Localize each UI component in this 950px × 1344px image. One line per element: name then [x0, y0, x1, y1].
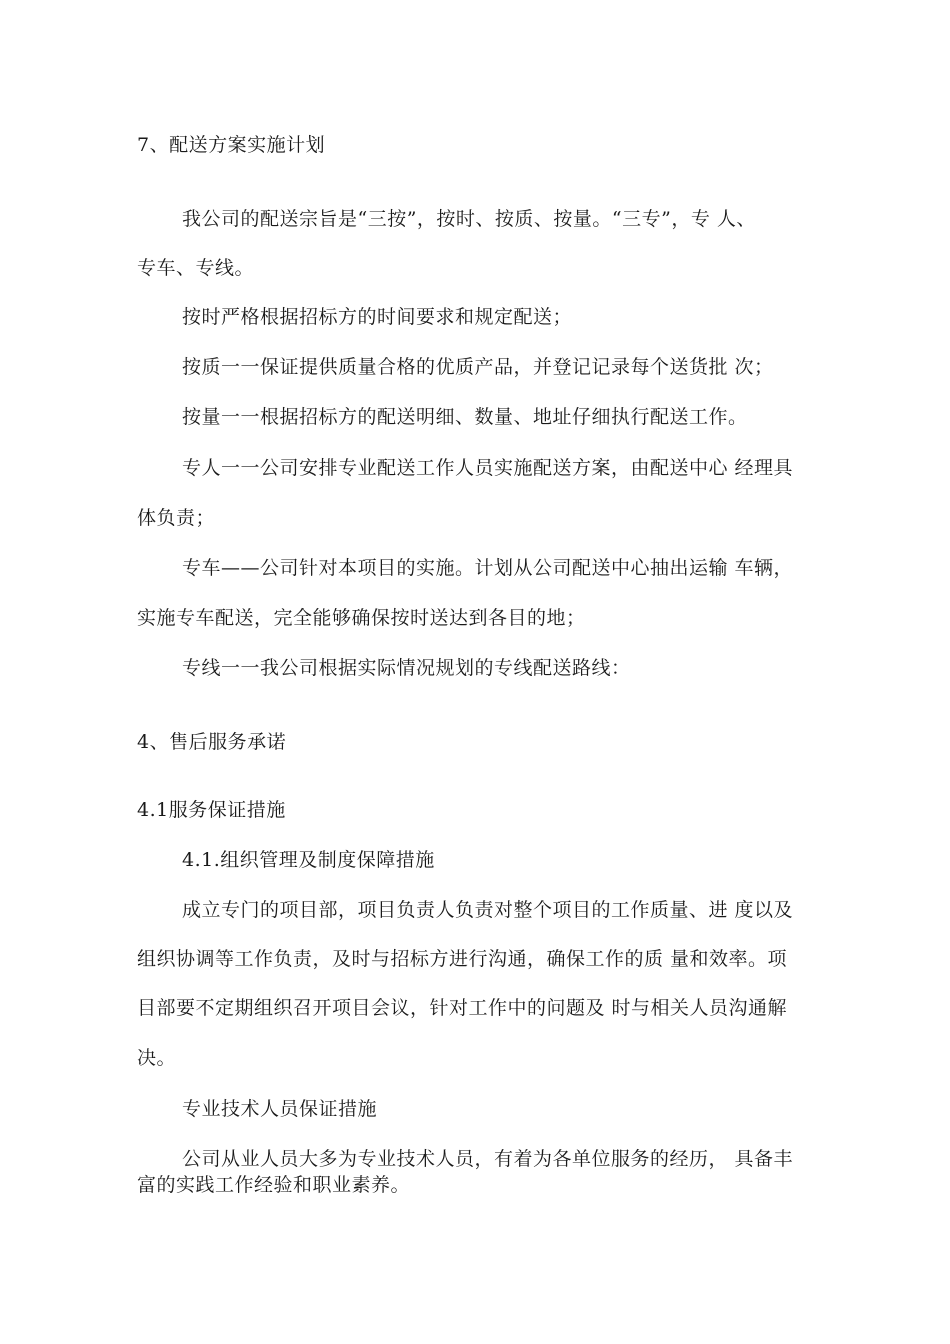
paragraph-policy-line-2: 专车、专线。 [137, 257, 255, 279]
paragraph-project-line-3: 目部要不定期组织召开项目会议，针对工作中的问题及 时与相关人员沟通解 [137, 997, 788, 1019]
paragraph-ontime: 按时严格根据招标方的时间要求和规定配送； [182, 306, 573, 328]
paragraph-staff-line-1: 公司从业人员大多为专业技术人员，有着为各单位服务的经历， 具备丰 [182, 1148, 794, 1170]
section-heading-4-1-1: 4.1.组织管理及制度保障措施 [182, 849, 435, 871]
paragraph-project-line-2: 组织协调等工作负责，及时与招标方进行沟通，确保工作的质 量和效率。项 [137, 948, 788, 970]
paragraph-vehicle-line-2: 实施专车配送，完全能够确保按时送达到各目的地； [137, 607, 586, 629]
paragraph-project-line-4: 决。 [137, 1047, 177, 1069]
section-heading-4: 4、售后服务承诺 [137, 731, 287, 753]
paragraph-staff-line-2: 富的实践工作经验和职业素养。 [137, 1174, 411, 1196]
paragraph-quantity: 按量一一根据招标方的配送明细、数量、地址仔细执行配送工作。 [182, 406, 748, 428]
section-heading-4-1: 4.1服务保证措施 [137, 799, 286, 821]
subheading-technical-staff: 专业技术人员保证措施 [182, 1098, 378, 1120]
paragraph-quality: 按质一一保证提供质量合格的优质产品，并登记记录每个送货批 次； [182, 356, 774, 378]
paragraph-project-line-1: 成立专门的项目部，项目负责人负责对整个项目的工作质量、进 度以及 [182, 899, 794, 921]
paragraph-policy-line-1: 我公司的配送宗旨是“三按”，按时、按质、按量。“三专”，专 人、 [182, 208, 756, 230]
paragraph-route: 专线一一我公司根据实际情况规划的专线配送路线： [182, 657, 631, 679]
section-heading-7: 7、配送方案实施计划 [137, 134, 326, 156]
paragraph-person-line-2: 体负责； [137, 507, 216, 529]
paragraph-person-line-1: 专人一一公司安排专业配送工作人员实施配送方案，由配送中心 经理具 [182, 457, 794, 479]
paragraph-vehicle-line-1: 专车——公司针对本项目的实施。计划从公司配送中心抽出运输 车辆， [182, 557, 794, 579]
